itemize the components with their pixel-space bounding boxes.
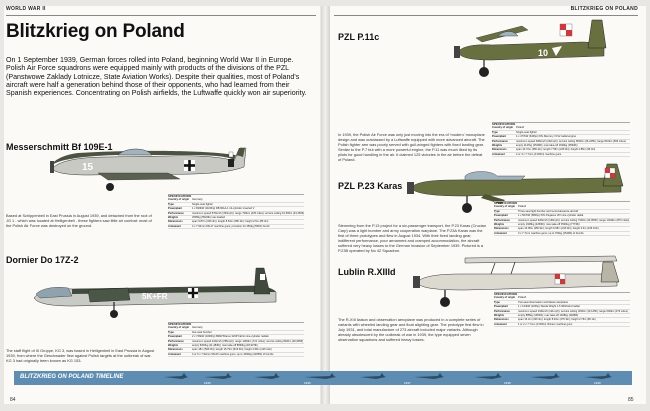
spec-heading: SPECIFICATIONS [492,122,516,126]
spec-key: Dimensions [168,220,183,224]
spec-value: maximum speed 410km/h (255mph); range 1160km (721 miles); service ceiling 8200m (26,905ft) [192,339,304,343]
spec-heading: SPECIFICATIONS [168,194,192,198]
spec-value: Poland [518,296,527,300]
spec-key: Type [168,202,174,206]
spec-key: Country of origin [492,126,514,130]
spec-value: empty 5200kg (11,484lb); max take-off 8590kg (18,937lb) [192,344,258,348]
spec-row [494,323,630,327]
spec-key: Weights [168,344,179,348]
spec-value: 1 or 2 x 7.7mm (0.303in) Vickers machine guns [518,322,573,326]
caption-bf109: Based at Schippenbeil in East Prussia in August 1939, and detached from the root of JG 1 - which was located at Heiligenbeil - these fighters saw little air combat: most of the Polish Air Force was destroyed on the ground. [6,213,152,228]
spec-value: 1 x 507kW (680hp) PZL Pegasus VIII nine-cylinder radial [518,214,584,218]
spec-heading: SPECIFICATIONS [168,322,192,326]
spec-table-bf109 [168,194,304,229]
timeline-year: 1939 [594,381,601,385]
spec-table-rxiiid [494,292,630,327]
do17-illustration [32,264,282,324]
spec-key: Powerplant [168,335,182,339]
spec-key: Performance [168,339,184,343]
spec-value: empty 1928kg (4250lb); max take-off 3526kg (7773lb) [518,223,580,227]
spec-row [168,225,304,229]
aircraft-heading-rxiiid: Lublin R.XIIId [338,267,396,277]
spec-value: 4 or 6 x 7.92mm MG15 machine guns; up to 1000kg (2205lb) of bombs [192,352,274,356]
spec-value: span 13.2m (43ft 4in); length 8.46m (27ft 9in); height 2.76m (9ft 1in) [518,318,596,322]
spec-key: Country of origin [494,205,516,209]
spec-key: Dimensions [492,148,507,152]
spec-key: Armament [494,322,507,326]
spec-value: Single-seat fighter [516,130,537,134]
spec-value: Poland [518,205,527,209]
spec-key: Country of origin [168,198,190,202]
spec-table-do17 [168,322,304,357]
spec-key: Armament [492,152,505,156]
timeline-year: 1935 [204,381,211,385]
spec-value: Germany [192,198,203,202]
timeline-band [14,371,632,385]
spec-key: Powerplant [168,207,182,211]
caption-rxiiid: The R-XIII liaison and observation aeroplane was produced in a complete series of variants with wheeled landing gear and float alighting gear. The prototype first flew in July 1931, and total manufacture of 273 aircraft included major variants. Although already obsolescent by the outbreak of war in 1939, the type equipped seven observation squadrons and suffered heavy losses. [338,317,484,342]
spec-key: Performance [494,218,510,222]
running-head-left: WORLD WAR II [6,6,316,16]
page-title: Blitzkrieg on Poland [6,21,185,42]
spec-key: Armament [494,231,507,235]
aircraft-heading-p11c: PZL P.11c [338,32,380,42]
spec-value: maximum speed 570km/h (354mph); range 700km (435 miles); service ceiling 10,500m (34,450ft) [192,211,305,215]
spec-table-p23 [494,201,630,236]
spec-key: Weights [494,314,505,318]
spec-key: Type [492,130,498,134]
spec-value: Two-seat observation and liaison aeroplane [518,300,569,304]
spec-key: Armament [168,352,181,356]
spec-value: 1 x 477kW (640hp) PZL Mercury VI.S2 radial engine [516,135,577,139]
running-head-right: BLITZKRIEG ON POLAND [334,6,638,16]
spec-value: Germany [192,326,203,330]
spec-key: Dimensions [494,318,509,322]
timeline-year: 1937 [404,381,411,385]
spec-value: empty 885kg (1951lb); max take-off 1328kg (2928lb) [518,314,579,318]
timeline-aircraft-silhouettes [164,372,624,381]
spec-value: 3 x 7.7mm machine guns; up to 700kg (1543lb) of bombs [518,231,584,235]
aircraft-heading-bf109: Messerschmitt Bf 109E-1 [6,142,113,152]
spec-value: 2 x 746kW (1000hp) BMW Bramo 323P Fafnir nine-cylinder radials [192,335,269,339]
spec-value: Poland [516,126,525,130]
spec-key: Dimensions [168,348,183,352]
spec-value: span 9.87m (32ft 4in); length 8.64m (28ft 4in); height 2.5m (8ft 2in) [192,220,269,224]
spec-value: 2 or 4 x 7.7mm (0.303in) machine guns [516,152,562,156]
spec-value: four-seat bomber [192,330,212,334]
bf109-illustration [48,143,248,193]
spec-row [492,153,630,157]
aircraft-heading-do17: Dornier Do 17Z-2 [6,255,79,265]
spec-value: Three-seat light bomber and reconnaissance aircraft [518,209,579,213]
page-number-right: 85 [628,397,634,403]
timeline-year: 1938 [504,381,511,385]
spec-key: Weights [494,223,505,227]
spec-value: 2505kg (5523lb) max loaded [192,216,225,220]
spec-value: maximum speed 320km/h (199mph); service ceiling 7300m (23,950ft); range 1400km (870 miles) [518,218,630,222]
do17-marking: 5K+FR [142,292,168,301]
spec-key: Performance [168,211,184,215]
caption-p11c: In 1939, the Polish Air Force was only just moving into the era of 'modern' monoplane design and was outclassed by a Luftwaffe equipped with more advanced aircraft. The Polish fighter arm was poorly served with gull-winged fighters with fixed landing gear. Similar to the P.7 but with a more powerful engine, the P.11 was much liked by its pilots for good handling in the air. It claimed 125 victories in the air before the defeat of Poland. [338,132,485,162]
spec-key: Weights [168,216,179,220]
spec-key: Weights [492,144,503,148]
p11c-marking: 10 [538,48,549,58]
spec-key: Country of origin [494,296,516,300]
spec-key: Country of origin [168,326,190,330]
spec-row [494,232,630,236]
spec-key: Powerplant [494,305,508,309]
spec-key: Type [494,209,500,213]
bf109-marking: 15 [82,162,94,173]
spec-key: Powerplant [494,214,508,218]
spec-value: span 10.72m (35ft 2in); length 7.55m (24ft 9in); height 2.85m (9ft 4in) [516,148,596,152]
spec-value: maximum speed 390km/h (242mph); service ceiling 8000m (26,245ft); range 810km (503 miles) [516,139,626,143]
spec-key: Performance [492,139,508,143]
spec-heading: SPECIFICATIONS [494,292,518,296]
spec-heading: SPECIFICATIONS [494,201,518,205]
spec-key: Type [168,330,174,334]
spec-value: 1 x 820kW (1100hp) DB 601A-1 12-cylinder inverted V [192,207,255,211]
aircraft-heading-p23: PZL P.23 Karas [338,181,403,191]
page-number-left: 84 [10,397,16,403]
spec-value: empty 1147kg (2529lb); max take-off 1630kg (3594lb) [516,144,578,148]
p11c-illustration [452,18,610,80]
spec-key: Performance [494,309,510,313]
spec-key: Type [494,300,500,304]
caption-p23: Stemming from the P.13 project for a six-passenger transport, the P.23 Karas (Crucian Carp) was a light bomber and army cooperation warplane. The P.23A Karas was the first of three prototypes and flew in August 1934. With their fixed landing gear, indifferent performance, poor armament and cramped accommodation, the aircraft suffered very heavy losses to the German invasion of September 1939. Pictured is a P.23B operated by No 42 Squadron. [338,223,486,253]
caption-do17: The staff flight of III Gruppe, KG 3, was based in Heiligenbeil in East Prussia in August 1939, from where the Geschwader flew against Polish targets at the outbreak of war. KG 3 had originally been known as KG 153. [6,348,155,363]
spec-value: 1 x 164kW (220hp) Skoda Wright J-5 Whirlwind radial [518,305,580,309]
spec-key: Powerplant [492,135,506,139]
spec-value: span 18m (59ft 0in); length 15.79m (51ft 9in); height 4.56m (14ft 11in) [192,348,272,352]
spec-value: span 13.95m (45ft 9in); length 9.68m (31ft 9in); height 3.3m (10ft 10in) [518,227,599,231]
intro-paragraph: On 1 September 1939, German forces rolled into Poland, beginning World War II in Europe. Polish Air Force squadrons were equipped mainly with products of the divisions of the PZL (Panstwowe Zaklady Lotnicze, State Aviation Works). Despite their qualities, most of Poland's aircraft were half a generation behind those of their opponents, who had learned from their Spanish experiences. Concentrating on Polish airfields, the Luftwaffe quickly won air superiority. [6,56,307,98]
timeline-label: BLITZKRIEG ON POLAND TIMELINE [20,374,124,380]
spec-value: maximum speed 194km/h (121mph); service ceiling 4000m (13,125ft); range 600km (373 miles) [518,309,628,313]
spec-table-p11c [492,122,630,157]
spec-key: Dimensions [494,227,509,231]
spec-key: Armament [168,224,181,228]
timeline-year: 1936 [304,381,311,385]
spec-row [168,353,304,357]
book-gutter [321,6,330,404]
spec-value: 4 x 7.92mm MG17 machine guns; provision for 250kg (551lb) bomb [192,224,270,228]
spec-value: Single-seat fighter [192,202,213,206]
